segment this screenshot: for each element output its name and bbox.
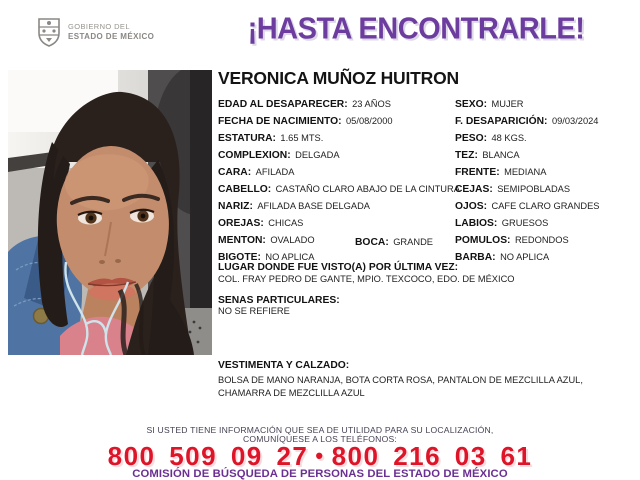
phone-number-1: 800 509 09 27	[107, 441, 309, 471]
missing-person-photo	[8, 70, 212, 355]
logo-line-2: ESTADO DE MÉXICO	[68, 31, 155, 41]
field-value: 09/03/2024	[551, 116, 599, 126]
field-value: GRUESOS	[501, 218, 549, 228]
detail-row	[218, 213, 634, 228]
detail-row	[218, 196, 634, 211]
field-value: SEMIPOBLADAS	[497, 184, 571, 194]
field-label: BOCA:	[355, 237, 389, 248]
field-label: COMPLEXION:	[218, 150, 291, 161]
field-label: LABIOS:	[455, 218, 498, 229]
field-value: GRANDE	[393, 237, 433, 247]
field-label: MENTON:	[218, 235, 266, 246]
detail-row	[218, 162, 634, 177]
field-value: CASTAÑO CLARO ABAJO DE LA CINTURA	[275, 184, 460, 194]
field-label: POMULOS:	[455, 235, 511, 246]
field-value: MUJER	[491, 99, 524, 109]
phone-number-2: 800 216 03 61	[331, 441, 533, 471]
field-label: FECHA DE NACIMIENTO:	[218, 116, 342, 127]
field-value: MEDIANA	[504, 167, 547, 177]
person-details-panel	[218, 68, 634, 398]
last-seen-value: COL. FRAY PEDRO DE GANTE, MPIO. TEXCOCO, EDO. DE MÉXICO	[218, 274, 515, 284]
particular-signs-value: NO SE REFIERE	[218, 306, 290, 316]
particular-signs-label: SENAS PARTICULARES:	[218, 295, 340, 306]
phone-separator-dot: •	[315, 443, 325, 468]
field-label: NARIZ:	[218, 201, 253, 212]
field-value: DELGADA	[295, 150, 340, 160]
field-label: OJOS:	[455, 201, 488, 212]
field-label: F. DESAPARICIÓN:	[455, 116, 548, 127]
logo-line-1: GOBIERNO DEL	[68, 22, 130, 32]
detail-row	[218, 111, 634, 126]
field-value: 05/08/2000	[346, 116, 393, 126]
contact-info-line-2: COMUNÍQUESE A LOS TELÉFONOS:	[243, 434, 397, 444]
field-value: 48 KGS.	[491, 133, 527, 143]
field-value: 23 AÑOS	[352, 99, 391, 109]
field-label: BIGOTE:	[218, 252, 261, 263]
field-value: REDONDOS	[514, 235, 569, 245]
field-value: BLANCA	[482, 150, 520, 160]
field-label: BARBA:	[455, 252, 496, 263]
field-label: CARA:	[218, 167, 252, 178]
field-label: TEZ:	[455, 150, 478, 161]
detail-row	[218, 128, 634, 143]
field-label: PESO:	[455, 133, 488, 144]
field-label: EDAD AL DESAPARECER:	[218, 99, 348, 110]
clothing-label: VESTIMENTA Y CALZADO:	[218, 360, 350, 371]
clothing-line-1: BOLSA DE MANO NARANJA, BOTA CORTA ROSA, PANTALON DE MEZCLILLA AZUL,	[218, 375, 583, 385]
field-value: NO APLICA	[265, 252, 315, 262]
field-label: FRENTE:	[455, 167, 500, 178]
field-value: NO APLICA	[500, 252, 550, 262]
person-name: VERONICA MUÑOZ HUITRON	[218, 68, 459, 88]
detail-row	[218, 179, 634, 194]
detail-row	[218, 145, 634, 160]
campaign-title: ¡HASTA ENCONTRARLE!	[247, 12, 585, 46]
last-seen-label: LUGAR DONDE FUE VISTO(A) POR ÚLTIMA VEZ:	[218, 262, 459, 273]
field-value: OVALADO	[270, 235, 315, 245]
commission-name: COMISIÓN DE BÚSQUEDA DE PERSONAS DEL ESTADO DE MÉXICO	[132, 468, 508, 480]
state-coat-of-arms-icon	[36, 17, 62, 47]
field-label: SEXO:	[455, 99, 488, 110]
field-value: CAFE CLARO GRANDES	[491, 201, 600, 211]
field-value: CHICAS	[268, 218, 304, 228]
detail-row	[218, 230, 634, 248]
contact-info-line-1: SI USTED TIENE INFORMACIÓN QUE SEA DE UTILIDAD PARA SU LOCALIZACIÓN,	[146, 425, 494, 435]
field-value: AFILADA	[255, 167, 295, 177]
field-value: AFILADA BASE DELGADA	[257, 201, 370, 211]
field-value: 1.65 MTS.	[280, 133, 324, 143]
field-label: ESTATURA:	[218, 133, 276, 144]
field-label: CABELLO:	[218, 184, 272, 195]
detail-row	[218, 94, 634, 109]
clothing-line-2: CHAMARRA DE MEZCLILLA AZUL	[218, 388, 365, 398]
government-logo	[36, 17, 154, 47]
field-label: OREJAS:	[218, 218, 264, 229]
field-label: CEJAS:	[455, 184, 493, 195]
detail-row	[218, 247, 634, 262]
